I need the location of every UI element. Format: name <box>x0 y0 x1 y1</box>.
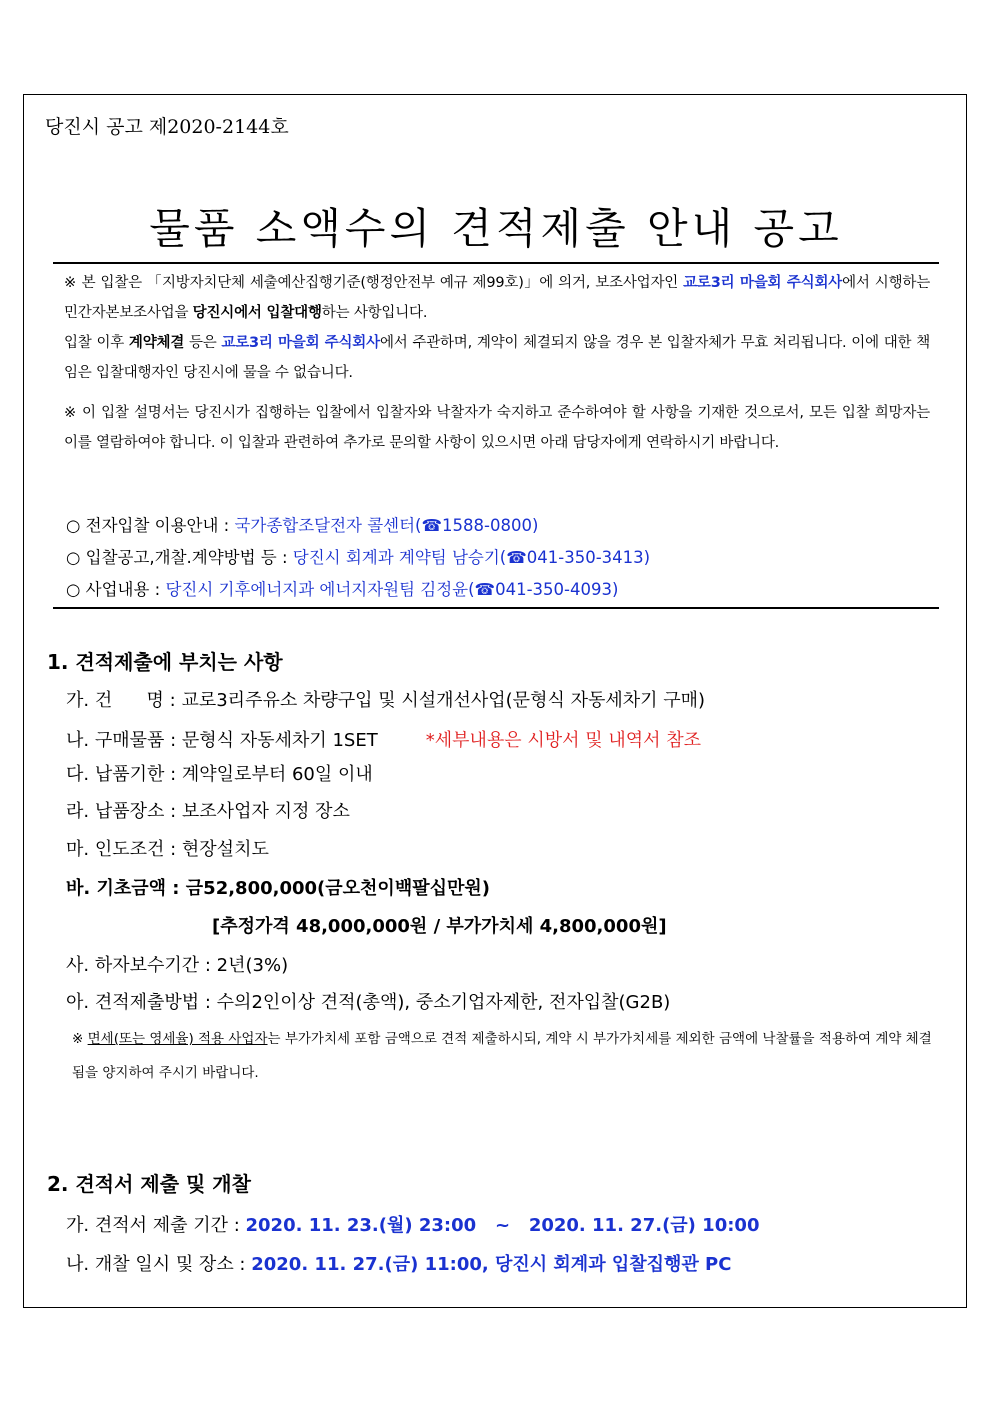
list-item: 사. 하자보수기간 : 2년(3%) <box>66 955 289 976</box>
proxy-bid-emphasis: 당진시에서 입찰대행 <box>192 305 322 321</box>
list-item: 라. 납품장소 : 보조사업자 지정 장소 <box>66 801 350 822</box>
intro-paragraph-3: ※ 이 입찰 설명서는 당진시가 집행하는 입찰에서 입찰자와 낙찰자가 숙지하고 준수하여야 할 사항을 기재한 것으로서, 모든 입찰 희망자는 이를 열람하여야 합니다. 이 입찰과 관련하여 추가로 문의할 사항이 있으시면 아래 담당자에게 연락하시기 바랍니다. <box>64 405 930 451</box>
base-amount: 바. 기초금액 : 금52,800,000(금오천이백팔십만원) <box>66 878 490 899</box>
tax-note: ※ 면세(또는 영세율) 적용 사업자는 부가가치세 포함 금액으로 견적 제출하시되, 계약 시 부가가치세를 제외한 금액에 낙찰률을 적용하여 계약 체결됨을 양지하여 주시기 바랍니다. <box>72 1031 932 1081</box>
price-breakdown: [추정가격 48,000,000원 / 부가가치세 4,800,000원] <box>212 916 667 937</box>
page-title: 물품 소액수의 견적제출 안내 공고 <box>149 204 843 253</box>
section2-heading: 2. 견적서 제출 및 개찰 <box>47 1172 251 1196</box>
list-item: 가. 건 명 : 교로3리주유소 차량구입 및 시설개선사업(문형식 자동세차기 구매) <box>66 690 706 711</box>
submission-period: 가. 견적서 제출 기간 : 2020. 11. 23.(월) 23:00 ~ 2020. 11. 27.(금) 10:00 <box>66 1215 760 1236</box>
spec-note: *세부내용은 시방서 및 내역서 참조 <box>425 730 702 751</box>
list-item: 마. 인도조건 : 현장설치도 <box>66 839 269 860</box>
list-item: 나. 구매물품 : 문형식 자동세차기 1SET *세부내용은 시방서 및 내역서 참조 <box>66 730 702 751</box>
section1-heading: 1. 견적제출에 부치는 사항 <box>47 650 283 674</box>
intro-paragraph-2: 입찰 이후 계약체결 등은 교로3리 마을회 주식회사에서 주관하며, 계약이 체결되지 않을 경우 본 입찰자체가 무효 처리됩니다. 이에 대한 책임은 입찰대행자인 당진시에 물을 수 없습니다. <box>64 335 931 381</box>
list-item: 다. 납품기한 : 계약일로부터 60일 이내 <box>66 764 373 785</box>
notice-number: 당진시 공고 제2020-2144호 <box>45 116 289 138</box>
divider-top <box>53 262 939 264</box>
contact-item: ○ 사업내용 : 당진시 기후에너지과 에너지자원팀 김정윤(☎041-350-4093) <box>66 580 619 599</box>
opening-datetime: 나. 개찰 일시 및 장소 : 2020. 11. 27.(금) 11:00, 당진시 회계과 입찰집행관 PC <box>66 1254 732 1275</box>
list-item: 아. 견적제출방법 : 수의2인이상 견적(총액), 중소기업자제한, 전자입찰(G2B) <box>66 992 671 1013</box>
organizer-name: 교로3리 마을회 주식회사 <box>683 275 843 291</box>
contact-item: ○ 전자입찰 이용안내 : 국가종합조달전자 콜센터(☎1588-0800) <box>66 516 539 535</box>
intro-paragraph-1: ※ 본 입찰은 「지방자치단체 세출예산집행기준(행정안전부 예규 제99호)」에 의거, 보조사업자인 교로3리 마을회 주식회사에서 시행하는 민간자본보조사업을 당진시에서 입찰대행하는 사항입니다. <box>64 275 930 321</box>
contact-item: ○ 입찰공고,개찰.계약방법 등 : 당진시 회계과 계약팀 남승기(☎041-350-3413) <box>66 548 651 567</box>
divider-bottom <box>53 607 939 609</box>
